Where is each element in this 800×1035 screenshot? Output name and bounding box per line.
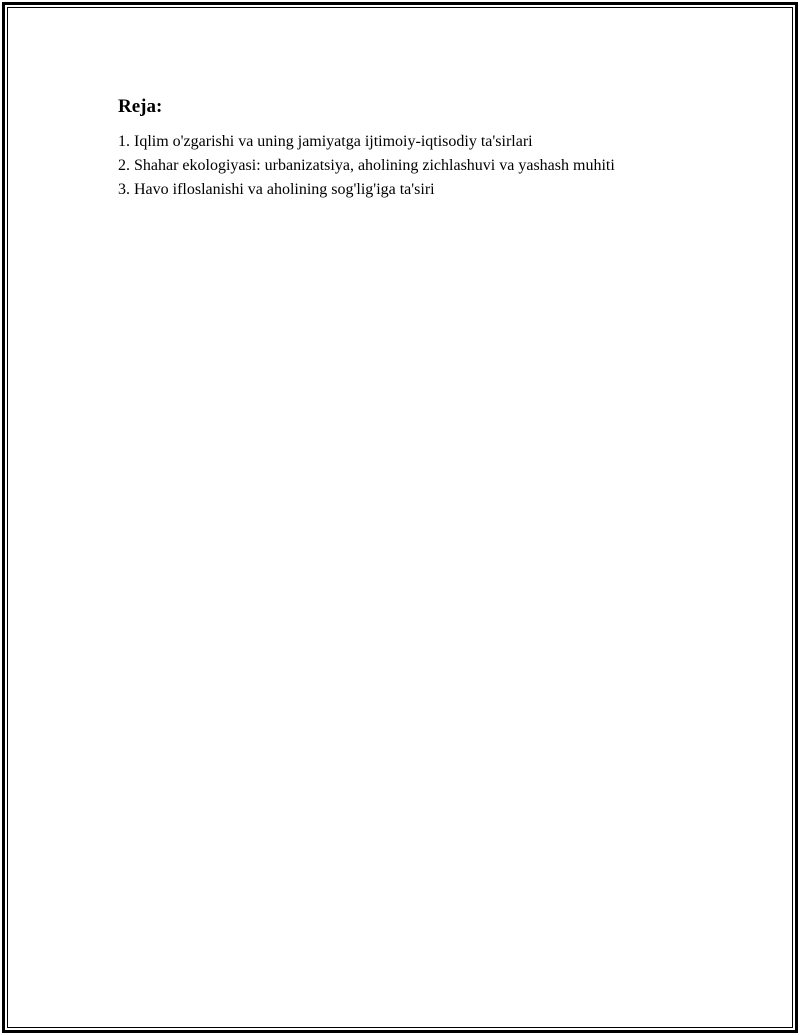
plan-list — [118, 130, 648, 202]
document-body — [118, 94, 648, 202]
plan-item-1: 1. Iqlim o'zgarishi va uning jamiyatga ijtimoiy-iqtisodiy ta'sirlari — [118, 133, 533, 150]
plan-item-2: 2. Shahar ekologiyasi: urbanizatsiya, aholining zichlashuvi va yashash muhiti — [118, 157, 615, 174]
plan-heading: Reja: — [118, 96, 163, 117]
plan-item-3: 3. Havo ifloslanishi va aholining sog'lig'iga ta'siri — [118, 181, 435, 198]
